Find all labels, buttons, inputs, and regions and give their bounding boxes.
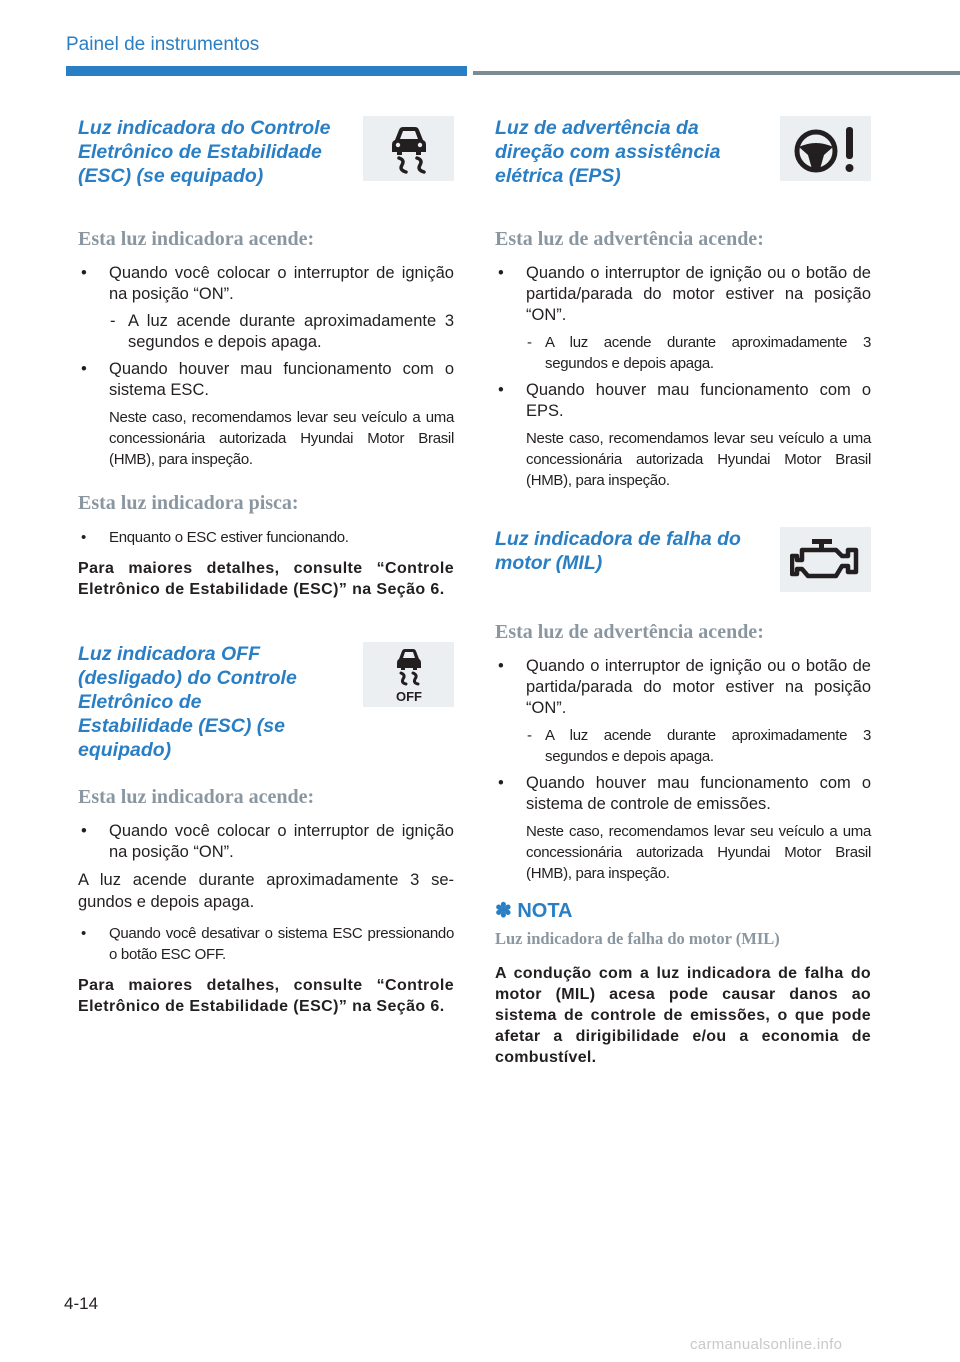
eps-title: Luz de advertência da direção com assistência elétrica (EPS) bbox=[495, 117, 721, 187]
header-bar-blue bbox=[66, 66, 467, 76]
steering-wheel-warning-icon bbox=[786, 119, 866, 179]
mil-subheading-acende: Esta luz de advertência acende: bbox=[495, 621, 764, 643]
esc-dash-duration: - A luz acende durante aproximadamente 3 segundos e depois apaga. bbox=[110, 312, 454, 351]
escoff-section-header bbox=[67, 642, 454, 776]
eps-dash-text: A luz acende durante aproximadamente 3 segundos e depois apaga. bbox=[545, 334, 871, 372]
mil-bullet-ignition: • Quando o interruptor de ignição ou o botão de partida/parada do motor estiver na posição “ON”. bbox=[495, 656, 871, 719]
escoff-title: Luz indicadora OFF (desligado) do Controle Eletrônico de Estabilidade (ESC) (se equipado) bbox=[78, 643, 297, 761]
escoff-subheading-acende: Esta luz indicadora acende: bbox=[78, 786, 315, 808]
page-number: 4-14 bbox=[64, 1294, 99, 1313]
esc-bullet-functioning: • Enquanto o ESC estiver funcionando. bbox=[78, 527, 454, 548]
esc-off-icon bbox=[381, 645, 437, 705]
nota-heading: ✽ NOTA bbox=[495, 900, 573, 922]
eps-icon-box bbox=[780, 116, 871, 181]
watermark: carmanualsonline.info bbox=[690, 1336, 843, 1353]
esc-subheading-acende: Esta luz indicadora acende: bbox=[78, 228, 315, 250]
esc-more-info: Para maiores detalhes, consulte “Controle Eletrônico de Estabilidade (ESC)” na Seção 6. bbox=[78, 560, 454, 598]
eps-subheading-acende: Esta luz de advertência acende: bbox=[495, 228, 764, 250]
eps-note-inspection: Neste caso, recomendamos levar seu veículo a uma concessionária autorizada Hyundai Motor Brasil (HMB), para inspeção. bbox=[526, 430, 871, 489]
mil-section-header bbox=[484, 527, 871, 607]
esc-car-skid-icon bbox=[381, 122, 437, 176]
esc-note-inspection: Neste caso, recomendamos levar seu veículo a uma concessionária autorizada Hyundai Motor Brasil (HMB), para inspeção. bbox=[109, 409, 454, 468]
left-column bbox=[67, 116, 454, 1025]
esc-bullet-ignition: • Quando você colocar o interruptor de ignição na posição “ON”. bbox=[78, 263, 454, 305]
escoff-bullet-button: • Quando você desativar o sistema ESC pressionando o botão ESC OFF. bbox=[78, 923, 454, 965]
nota-subtitle: Luz indicadora de falha do motor (MIL) bbox=[495, 929, 780, 948]
eps-bullet-ignition: • Quando o interruptor de ignição ou o botão de partida/parada do motor estiver na posição “ON”. bbox=[495, 263, 871, 326]
right-column bbox=[484, 116, 871, 1076]
header-title: Painel de instrumentos bbox=[66, 34, 260, 55]
mil-dash-duration: - A luz acende durante aproximadamente 3 segundos e depois apaga. bbox=[527, 727, 871, 765]
esc-subheading-pisca: Esta luz indicadora pisca: bbox=[78, 492, 299, 514]
engine-check-icon bbox=[790, 536, 862, 584]
mil-title: Luz indicadora de falha do motor (MIL) bbox=[495, 528, 741, 574]
header-bar-gray bbox=[473, 71, 960, 75]
nota-text: A condução com a luz indicadora de falha do motor (MIL) acesa pode causar danos ao sistema de controle de emissões, o que pode afetar a dirigibilidade e/ou a economia de combustível. bbox=[495, 965, 871, 1066]
escoff-bullet-ignition: • Quando você colocar o interruptor de ignição na posição “ON”. bbox=[78, 821, 454, 863]
mil-dash-text: A luz acende durante aproximadamente 3 segundos e depois apaga. bbox=[545, 727, 871, 765]
esc-icon-box bbox=[363, 116, 454, 181]
esc-title: Luz indicadora do Controle Eletrônico de Estabilidade (ESC) (se equipado) bbox=[78, 117, 331, 187]
esc-section-header bbox=[67, 116, 454, 196]
eps-bullet-malfunction: • Quando houver mau funcionamento com o EPS. bbox=[495, 380, 871, 422]
mil-bullet-malfunction: • Quando houver mau funcionamento com o sistema de controle de emissões. bbox=[495, 773, 871, 815]
esc-off-label: OFF bbox=[395, 688, 422, 704]
mil-icon-box bbox=[780, 527, 871, 592]
escoff-duration-paragraph: A luz acende durante aproximadamente 3 segundos e depois apaga. bbox=[78, 871, 454, 911]
esc-dash-text: A luz acende durante aproximadamente 3 segundos e depois apaga. bbox=[128, 312, 454, 351]
eps-dash-duration: - A luz acende durante aproximadamente 3 segundos e depois apaga. bbox=[527, 334, 871, 372]
escoff-more-info: Para maiores detalhes, consulte “Controle Eletrônico de Estabilidade (ESC)” na Seção 6. bbox=[78, 977, 454, 1015]
escoff-icon-box bbox=[363, 642, 454, 707]
eps-section-header bbox=[484, 116, 871, 196]
esc-bullet-malfunction: • Quando houver mau funcionamento com o sistema ESC. bbox=[78, 359, 454, 401]
mil-note-inspection: Neste caso, recomendamos levar seu veículo a uma concessionária autorizada Hyundai Motor Brasil (HMB), para inspeção. bbox=[526, 823, 871, 882]
